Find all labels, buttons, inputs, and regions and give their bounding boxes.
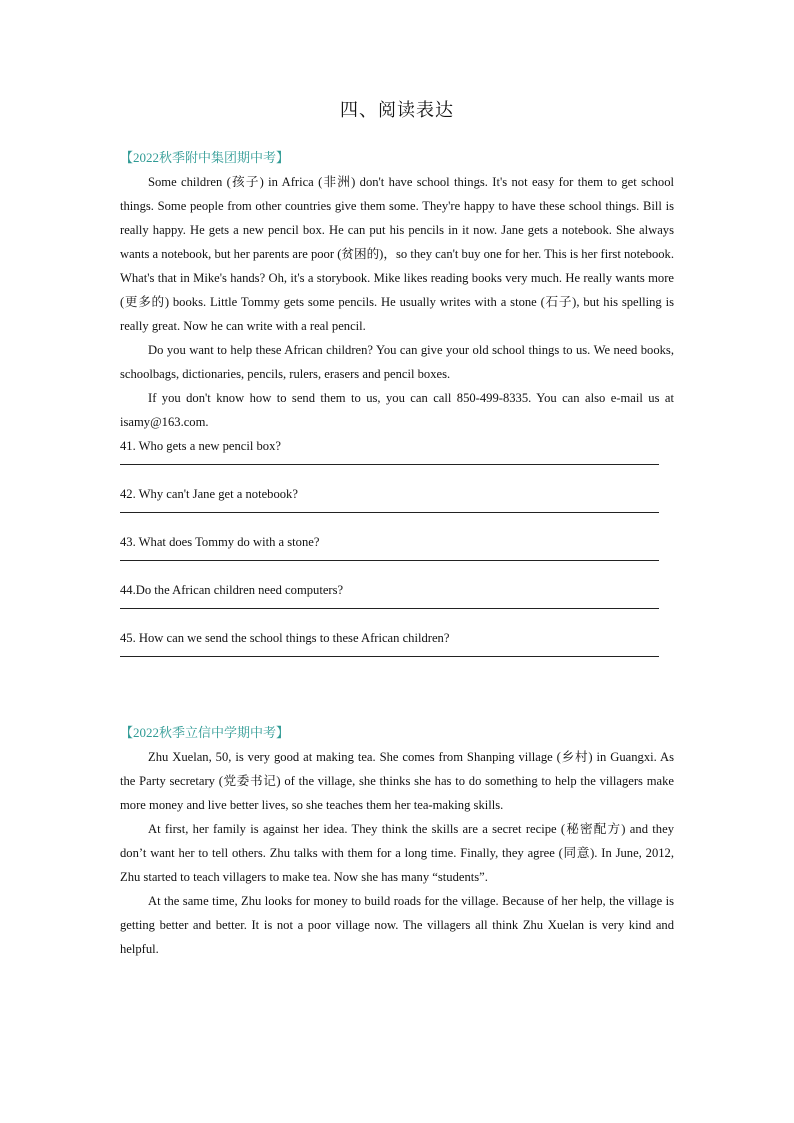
answer-line-41[interactable]	[120, 464, 659, 465]
passage-paragraph: Some children (孩子) in Africa (非洲) don't have school things. It's not easy for them to get school things. Some people from other countries give them some. They're happy to have these school things. Bill is really happy. He gets a new pencil box. He can put his pencils in it now. Jane gets a notebook. She always wants a notebook, but her parents are poor (贫困的)，so they can't buy one for her. This is her first notebook. What's that in Mike's hands? Oh, it's a storybook. Mike likes reading books very much. He really wants more (更多的) books. Little Tommy gets some pencils. He usually writes with a stone (石子), but his spelling is really great. Now he can write with a real pencil.	[120, 175, 674, 333]
question-43: 43. What does Tommy do with a stone?	[120, 535, 320, 549]
question-45: 45. How can we send the school things to these African children?	[120, 631, 450, 645]
question-41: 41. Who gets a new pencil box?	[120, 439, 281, 453]
question-44: 44.Do the African children need computers?	[120, 583, 344, 597]
passage-paragraph: Do you want to help these African children? You can give your old school things to us. We need books, schoolbags, dictionaries, pencils, rulers, erasers and pencil boxes.	[120, 343, 674, 381]
answer-line-44[interactable]	[120, 608, 659, 609]
answer-line-45[interactable]	[120, 656, 659, 657]
section-source-header: 【2022秋季立信中学期中考】	[120, 725, 290, 740]
section-source-header: 【2022秋季附中集团期中考】	[120, 150, 290, 165]
page-title: 四、阅读表达	[340, 100, 454, 120]
passage-paragraph: If you don't know how to send them to us, you can call 850-499-8335. You can also e-mail us at isamy@163.com.	[120, 391, 674, 429]
reading-section-1	[120, 146, 674, 674]
question-42: 42. Why can't Jane get a notebook?	[120, 487, 298, 501]
reading-section-2	[120, 721, 674, 961]
answer-line-43[interactable]	[120, 560, 659, 561]
passage-paragraph: At first, her family is against her idea. They think the skills are a secret recipe (秘密配方) and they don’t want her to tell others. Zhu talks with them for a long time. Finally, they agree (同意). In June, 2012, Zhu started to teach villagers to make tea. Now she has many “students”.	[120, 822, 674, 884]
answer-line-42[interactable]	[120, 512, 659, 513]
passage-paragraph: At the same time, Zhu looks for money to build roads for the village. Because of her help, the village is getting better and better. It is not a poor village now. The villagers all think Zhu Xuelan is very kind and helpful.	[120, 894, 674, 956]
passage-paragraph: Zhu Xuelan, 50, is very good at making tea. She comes from Shanping village (乡村) in Guangxi. As the Party secretary (党委书记) of the village, she thinks she has to do something to help the villagers make more money and live better lives, so she teaches them her tea-making skills.	[120, 750, 674, 812]
